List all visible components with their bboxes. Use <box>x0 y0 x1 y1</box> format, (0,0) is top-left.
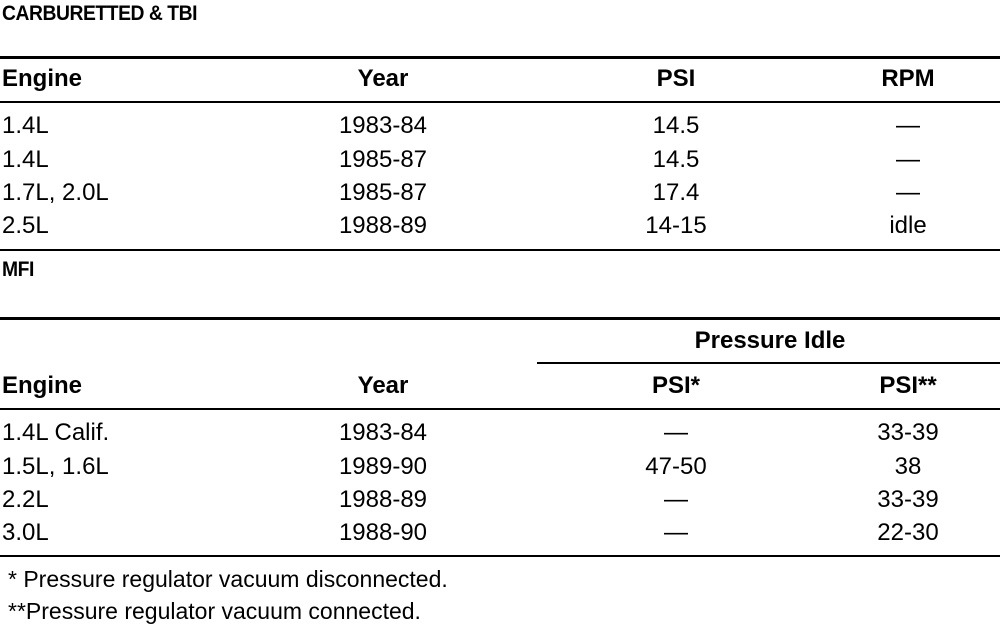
cell-psi-disconnected: — <box>664 419 688 446</box>
section2-bottom-rule <box>0 555 1000 557</box>
header-rpm: RPM <box>881 65 935 92</box>
footnote-connected: **Pressure regulator vacuum connected. <box>8 598 421 624</box>
header-psi: PSI <box>656 65 696 92</box>
group-header-pressure-idle: Pressure Idle <box>694 327 846 354</box>
cell-year: 1989-90 <box>338 453 428 480</box>
cell-engine: 2.5L <box>2 212 49 239</box>
cell-rpm: — <box>896 112 920 139</box>
cell-psi-connected: 33-39 <box>877 419 939 446</box>
table-row <box>0 109 1000 143</box>
table-row <box>0 450 1000 484</box>
cell-engine: 3.0L <box>2 519 49 546</box>
table-row <box>0 176 1000 210</box>
cell-year: 1983-84 <box>338 419 428 446</box>
cell-engine: 1.5L, 1.6L <box>2 453 109 480</box>
cell-engine: 1.4L <box>2 146 49 173</box>
cell-psi-connected: 22-30 <box>877 519 939 546</box>
table-row <box>0 143 1000 177</box>
header-psi-connected: PSI** <box>879 372 937 399</box>
table-row <box>0 483 1000 517</box>
table-row <box>0 416 1000 450</box>
top-rule <box>0 56 1000 59</box>
header-psi-disconnected: PSI* <box>651 372 701 399</box>
cell-rpm: — <box>896 179 920 206</box>
group-header-rule <box>537 362 1000 364</box>
cell-psi-connected: 38 <box>894 453 922 480</box>
cell-year: 1988-89 <box>338 212 428 239</box>
cell-year: 1983-84 <box>338 112 428 139</box>
header-engine: Engine <box>2 65 83 92</box>
cell-psi-disconnected: — <box>664 519 688 546</box>
cell-year: 1988-90 <box>338 519 428 546</box>
table-header-row <box>0 62 1000 96</box>
cell-psi-disconnected: 47-50 <box>645 453 707 480</box>
cell-year: 1985-87 <box>338 146 428 173</box>
section-title-mfi: MFI <box>2 258 34 281</box>
cell-engine: 2.2L <box>2 486 49 513</box>
table-row <box>0 209 1000 243</box>
cell-engine: 1.4L <box>2 112 49 139</box>
section2-header-rule <box>0 408 1000 410</box>
header-engine: Engine <box>2 372 83 399</box>
cell-engine: 1.7L, 2.0L <box>2 179 109 206</box>
cell-psi: 14-15 <box>645 212 707 239</box>
cell-psi-connected: 33-39 <box>877 486 939 513</box>
cell-rpm: idle <box>889 212 927 239</box>
section-title-carburetted-tbi: CARBURETTED & TBI <box>2 2 198 25</box>
header-rule <box>0 101 1000 103</box>
header-year: Year <box>357 65 409 92</box>
section2-top-rule <box>0 317 1000 320</box>
cell-psi-disconnected: — <box>664 486 688 513</box>
table-row <box>0 516 1000 550</box>
section1-bottom-rule <box>0 249 1000 251</box>
cell-year: 1985-87 <box>338 179 428 206</box>
header-year: Year <box>357 372 409 399</box>
cell-engine: 1.4L Calif. <box>2 419 110 446</box>
cell-psi: 14.5 <box>652 146 700 173</box>
cell-rpm: — <box>896 146 920 173</box>
cell-year: 1988-89 <box>338 486 428 513</box>
cell-psi: 17.4 <box>652 179 700 206</box>
footnote-disconnected: * Pressure regulator vacuum disconnected. <box>8 566 448 592</box>
cell-psi: 14.5 <box>652 112 700 139</box>
table-header-row <box>0 369 1000 403</box>
